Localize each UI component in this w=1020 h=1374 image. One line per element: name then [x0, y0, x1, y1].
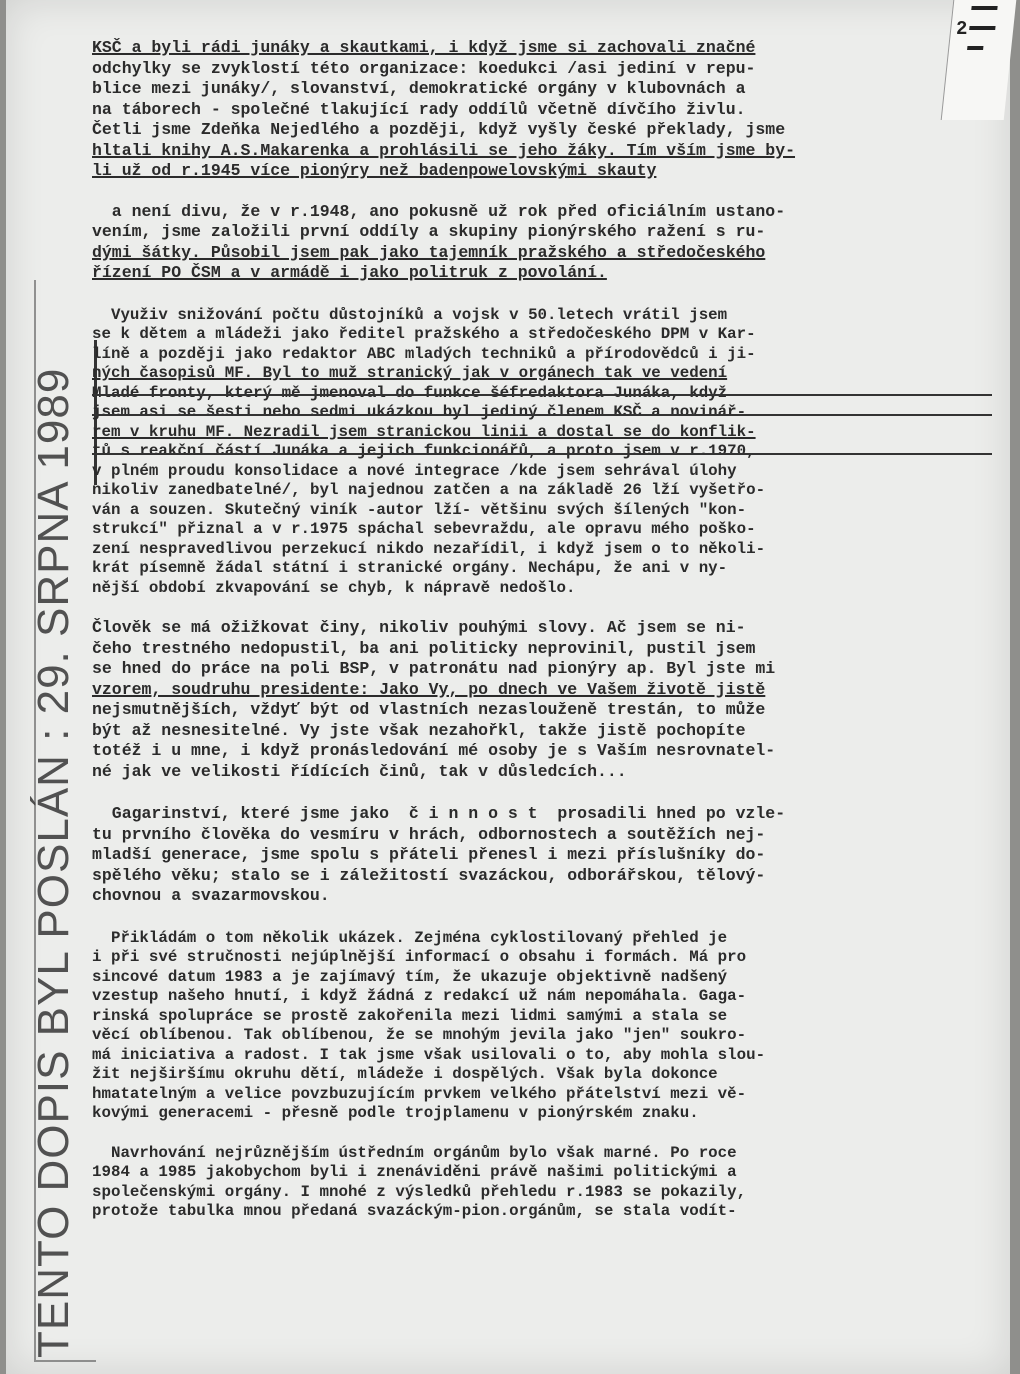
text-line: tů s reakční částí Junáka a jejich funkcionářů, a proto jsem v r.1970,: [92, 442, 992, 462]
text-line: Navrhování nejrůznějším ústředním orgánům bylo však marné. Po roce: [92, 1143, 737, 1162]
text-line: společenskými orgány. I mnohé z výsledků přehledu r.1983 se pokazily,: [92, 1182, 747, 1201]
text-line: Přikládám o tom několik ukázek. Zejména cyklostilovaný přehled je: [92, 928, 728, 947]
text-line: KSČ a byli rádi junáky a skautkami, i když jsme si zachovali značné: [92, 38, 756, 57]
text-line: rinská spolupráce se prostě zakořenila mezi lidmi samými a stala se: [92, 1006, 728, 1025]
text-line: čeho trestného nedopustil, ba ani politicky neprovinil, pustil jsem: [92, 638, 756, 658]
text-line: a není divu, že v r.1948, ano pokusně už rok před oficiálním ustano-: [92, 201, 786, 221]
text-line: líně a později jako redaktor ABC mladých techniků a přírodovědců i ji-: [92, 344, 756, 363]
text-line: tu prvního člověka do vesmíru v hrách, odbornostech a soutěžích nej-: [92, 824, 766, 844]
text-line: žit nejširšímu okruhu dětí, mládeže i dospělých. Však byla dokonce: [92, 1065, 718, 1083]
text-line: chovnou a svazarmovskou.: [92, 886, 330, 905]
text-line: Gagarinství, které jsme jako č i n n o s t prosadili hned po vzle-: [92, 804, 786, 823]
letter-body: [92, 38, 992, 1222]
text-line: být až nesnesitelné. Vy jste však nezahořkl, takže jistě pochopíte: [92, 720, 746, 740]
text-line: odchylky se zvyklostí této organizace: koedukci /asi jediní v repu-: [92, 58, 756, 78]
sent-date-stamp: TENTO DOPIS BYL POSLÁN : 29. SRPNA 1989: [29, 367, 78, 1358]
text-line: totéž i u mne, i když pronásledování mé osoby je s Vaším nesrovnatel-: [92, 741, 776, 760]
text-line: Využiv snižování počtu důstojníků a vojsk v 50.letech vrátil jsem: [92, 305, 728, 324]
text-line: sincové datum 1983 a je zajímavý tím, že ukazuje objektivně nadšený: [92, 967, 728, 986]
text-line: má iniciativa a radost. I tak jsme však usilovali o to, aby mohla slou-: [92, 1045, 766, 1064]
text-line: nikoliv zanedbatelné/, byl najednou zatčen a na základě 26 lží vyšetřo-: [92, 481, 766, 499]
text-line: blice mezi junáky/, slovanství, demokratické orgány v klubovnách a: [92, 79, 746, 98]
text-line: v plném proudu konsolidace a nové integrace /kde jsem sehrával úlohy: [92, 461, 737, 480]
text-line: se hned do práce na poli BSP, v patronátu nad pionýry ap. Byl jste mi: [92, 659, 776, 678]
paragraph-5: [92, 804, 992, 907]
paragraph-1: [92, 38, 992, 182]
letter-page: [6, 0, 1010, 1374]
paragraph-2: [92, 202, 992, 284]
text-line: řízení PO ČSM a v armádě i jako politruk z povolání.: [92, 263, 607, 282]
text-line: mladší generace, jsme spolu s přáteli přenesl i mezi příslušníky do-: [92, 845, 766, 864]
text-line: protože tabulka mnou předaná svazáckým-pion.orgánům, se stala vodít-: [92, 1202, 737, 1220]
text-line: Četli jsme Zdeňka Nejedlého a později, když vyšly české překlady, jsme: [92, 120, 786, 139]
text-line: vzorem, soudruhu presidente: Jako Vy, po dnech ve Vašem životě jistě: [92, 679, 766, 699]
text-line: vzestup našeho hnutí, i když žádná z redakcí už nám nepomáhala. Gaga-: [92, 987, 747, 1005]
text-line: nejsmutnějších, vždyť být od vlastních nezaslouženě trestán, to může: [92, 700, 766, 719]
text-line: hmatatelným a velice povzbuzujícím prvkem velkého přátelství mezi vě-: [92, 1084, 747, 1103]
text-line: 1984 a 1985 jakobychom byli i znenáviděni právě našimi politickými a: [92, 1163, 737, 1181]
text-line: se k dětem a mládeži jako ředitel pražského a středočeského DPM v Kar-: [92, 325, 756, 343]
paragraph-3: [92, 306, 992, 599]
text-line: strukcí" přiznal a v r.1975 spáchal sebevraždu, ale opravu mého poško-: [92, 520, 756, 538]
text-line: Člověk se má ožižkovat činy, nikoliv pouhými slovy. Ač jsem se ni-: [92, 618, 746, 637]
text-line: i při své stručnosti nejúplnější informací o obsahu i formách. Má pro: [92, 948, 747, 966]
text-line: krát písemně žádal státní i stranické orgány. Nechápu, že ani v ny-: [92, 559, 728, 577]
text-line: ných časopisů MF. Byl to muž stranický jak v orgánech tak ve vedení: [92, 364, 728, 382]
text-line: vením, jsme založili první oddíly a skupiny pionýrského ražení s ru-: [92, 222, 766, 241]
text-line: rem v kruhu MF. Nezradil jsem stranickou linii a dostal se do konflik-: [92, 422, 756, 441]
text-line: věcí oblíbenou. Tak oblíbenou, že se mnohým jevila jako "jen" soukro-: [92, 1026, 747, 1044]
paragraph-4: [92, 618, 992, 782]
paragraph-7: [92, 1144, 992, 1222]
text-line: Mladé fronty, který mě jmenoval do funkce šéfredaktora Junáka, když: [92, 384, 992, 404]
text-line: ván a souzen. Skutečný viník -autor lží- většinu svých šílených "kon-: [92, 500, 747, 519]
text-line: zení nespravedlivou perzekucí nikdo nezařídil, i když jsem o to několi-: [92, 539, 766, 558]
text-line: nější období zkvapování se chyb, k nápravě nedošlo.: [92, 578, 576, 597]
text-line: dými šátky. Působil jsem pak jako tajemník pražského a středočeského: [92, 242, 766, 262]
text-line: né jak ve velikosti řídících činů, tak v důsledcích...: [92, 761, 627, 781]
text-line: jsem asi se šesti nebo sedmi ukázkou byl jediný členem KSČ a novinář-: [92, 403, 992, 423]
paragraph-6: [92, 929, 992, 1124]
text-line: hltali knihy A.S.Makarenka a prohlásili se jeho žáky. Tím vším jsme by-: [92, 140, 796, 160]
text-line: spělého věku; stalo se i záležitostí svazáckou, odborářskou, tělový-: [92, 865, 766, 885]
text-line: kovými generacemi - přesně podle trojplamenu v pionýrském znaku.: [92, 1104, 699, 1122]
text-line: li už od r.1945 více pionýry než badenpowelovskými skauty: [92, 161, 657, 180]
page-number: 2: [956, 18, 968, 40]
text-line: na táborech - společné tlakující rady oddílů včetně dívčího živlu.: [92, 99, 746, 119]
